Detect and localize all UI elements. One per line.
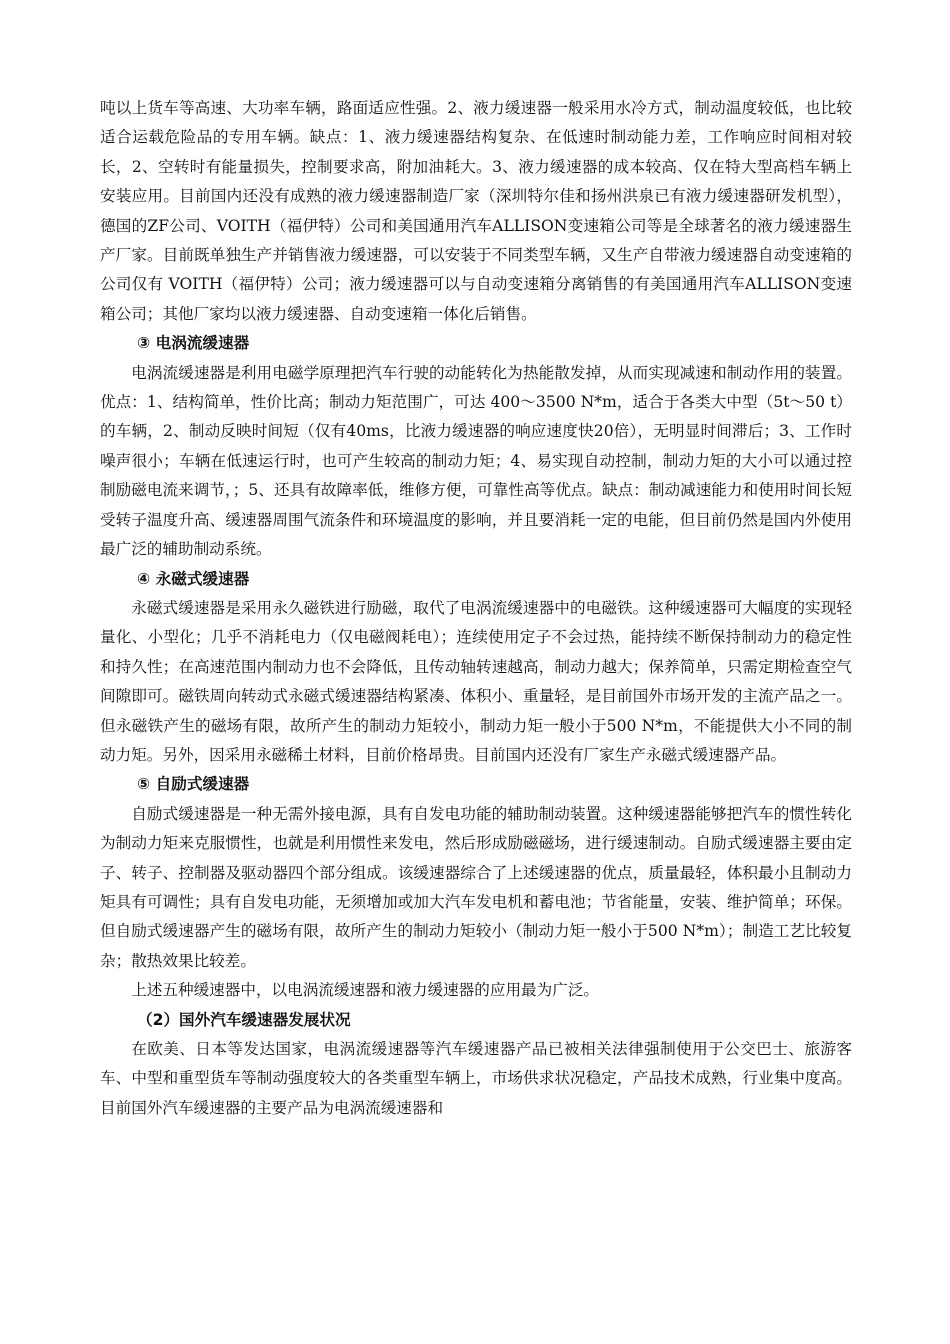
paragraph-eddy-current-retarder: 电涡流缓速器是利用电磁学原理把汽车行驶的动能转化为热能散发掉，从而实现减速和制动作用的装置。优点：1、结构简单，性价比高；制动力矩范围广，可达 400～3500 N*m，适合于各类大中型（5t～50 t）的车辆，2、制动反映时间短（仅有40ms，比液力缓速器的响应速度快20倍），无明显时间滞后；3、工作时噪声很小；车辆在低速运行时，也可产生较高的制动力矩；4、易实现自动控制，制动力矩的大小可以通过控制励磁电流来调节，；5、还具有故障率低，维修方便，可靠性高等优点。缺点：制动减速能力和使用时间长短受转子温度升高、缓速器周围气流条件和环境温度的影响，并且要消耗一定的电能，但目前仍然是国内外使用最广泛的辅助制动系统。 — [100, 363, 852, 559]
heading-foreign-development: （2）国外汽车缓速器发展状况 — [137, 1010, 351, 1029]
paragraph-permanent-magnet-retarder: 永磁式缓速器是采用永久磁铁进行励磁，取代了电涡流缓速器中的电磁铁。这种缓速器可大幅度的实现轻量化、小型化；几乎不消耗电力（仅电磁阀耗电）；连续使用定子不会过热，能持续不断保持制动力的稳定性和持久性；在高速范围内制动力也不会降低，且传动轴转速越高，制动力越大；保养简单，只需定期检查空气间隙即可。磁铁周向转动式永磁式缓速器结构紧凑、体积小、重量轻，是目前国外市场开发的主流产品之一。但永磁铁产生的磁场有限，故所产生的制动力矩较小，制动力矩一般小于500 N*m，不能提供大小不同的制动力矩。另外，因采用永磁稀土材料，目前价格昂贵。目前国内还没有厂家生产永磁式缓速器产品。 — [100, 598, 852, 764]
paragraph-hydraulic-retarder-cont: 吨以上货车等高速、大功率车辆，路面适应性强。2、液力缓速器一般采用水冷方式，制动温度较低，也比较适合运载危险品的专用车辆。缺点：1、液力缓速器结构复杂、在低速时制动能力差，工作响应时间相对较长，2、空转时有能量损失，控制要求高，附加油耗大。3、液力缓速器的成本较高、仅在特大型高档车辆上安装应用。目前国内还没有成熟的液力缓速器制造厂家（深圳特尔佳和扬州洪泉已有液力缓速器研发机型），德国的ZF公司、VOITH（福伊特）公司和美国通用汽车ALLISON变速箱公司等是全球著名的液力缓速器生产厂家。目前既单独生产并销售液力缓速器，可以安装于不同类型车辆，又生产自带液力缓速器自动变速箱的公司仅有 VOITH（福伊特）公司；液力缓速器可以与自动变速箱分离销售的有美国通用汽车ALLISON变速箱公司；其他厂家均以液力缓速器、自动变速箱一体化后销售。 — [100, 99, 852, 323]
paragraph-self-excited-retarder: 自励式缓速器是一种无需外接电源，具有自发电功能的辅助制动装置。这种缓速器能够把汽车的惯性转化为制动力矩来克服惯性，也就是利用惯性来发电，然后形成励磁磁场，进行缓速制动。自励式缓速器主要由定子、转子、控制器及驱动器四个部分组成。该缓速器综合了上述缓速器的优点，质量最轻，体积最小且制动力矩具有可调性；具有自发电功能，无须增加或加大汽车发电机和蓄电池；节省能量，安装、维护简单；环保。但自励式缓速器产生的磁场有限，故所产生的制动力矩较小（制动力矩一般小于500 N*m）；制造工艺比较复杂；散热效果比较差。 — [100, 804, 852, 970]
paragraph-foreign-development: 在欧美、日本等发达国家，电涡流缓速器等汽车缓速器产品已被相关法律强制使用于公交巴士、旅游客车、中型和重型货车等制动强度较大的各类重型车辆上，市场供求状况稳定，产品技术成熟，行业集中度高。目前国外汽车缓速器的主要产品为电涡流缓速器和 — [100, 1040, 852, 1117]
heading-eddy-current-retarder: ③ 电涡流缓速器 — [137, 334, 250, 353]
paragraph-summary: 上述五种缓速器中，以电涡流缓速器和液力缓速器的应用最为广泛。 — [131, 981, 600, 1000]
heading-permanent-magnet-retarder: ④ 永磁式缓速器 — [137, 569, 250, 588]
document-page — [100, 94, 852, 1123]
heading-self-excited-retarder: ⑤ 自励式缓速器 — [137, 775, 250, 794]
